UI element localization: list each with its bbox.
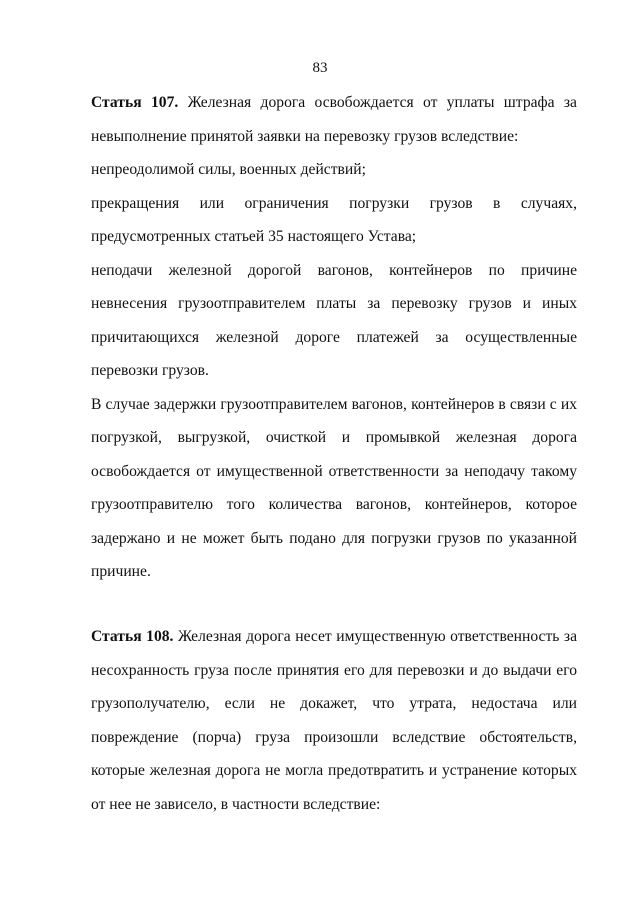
article-107-paragraph-5-text: В случае задержки грузоотправителем вагонов, контейнеров в связи с их погрузкой, выгрузкой, очисткой и промывкой железная дорога освобождается от имущественной ответственности за неподачу такому грузоотправителю того количества вагонов, контейнеров, которое задержано и не может быть подано для погрузки грузов по указанной причине. bbox=[91, 395, 577, 580]
page-number: 83 bbox=[312, 60, 328, 76]
article-107-intro bbox=[91, 86, 577, 153]
article-108-label: Статья 108. bbox=[91, 628, 174, 645]
article-107-label: Статья 107. bbox=[91, 94, 179, 111]
article-107-paragraph-4-text: неподачи железной дорогой вагонов, контейнеров по причине невнесения грузоотправителем платы за перевозку грузов и иных причитающихся железной дороге платежей за осуществленные перевозки грузов. bbox=[91, 261, 577, 379]
article-107-paragraph-1: Железная дорога освобождается от уплаты штрафа за невыполнение принятой заявки на перевозку грузов вследствие: bbox=[91, 94, 577, 145]
article-107 bbox=[91, 86, 577, 589]
article-108-intro bbox=[91, 620, 577, 821]
article-108-paragraph-1: Железная дорога несет имущественную ответственность за несохранность груза после принятия его для перевозки и до выдачи его грузополучателю, если не докажет, что утрата, недостача или повреждение (порча) груза произошли вследствие обстоятельств, которые железная дорога не могла предотвратить и устранение которых от нее не зависело, в частности вследствие: bbox=[91, 628, 577, 813]
article-107-paragraph-2 bbox=[91, 153, 577, 187]
article-108 bbox=[91, 620, 577, 821]
article-107-paragraph-3-text: прекращения или ограничения погрузки грузов в случаях, предусмотренных статьей 35 настоящего Устава; bbox=[91, 194, 577, 245]
article-107-paragraph-5 bbox=[91, 388, 577, 589]
article-107-paragraph-2-text: непреодолимой силы, военных действий; bbox=[91, 161, 366, 178]
article-107-paragraph-4 bbox=[91, 254, 577, 388]
article-107-paragraph-3 bbox=[91, 187, 577, 254]
